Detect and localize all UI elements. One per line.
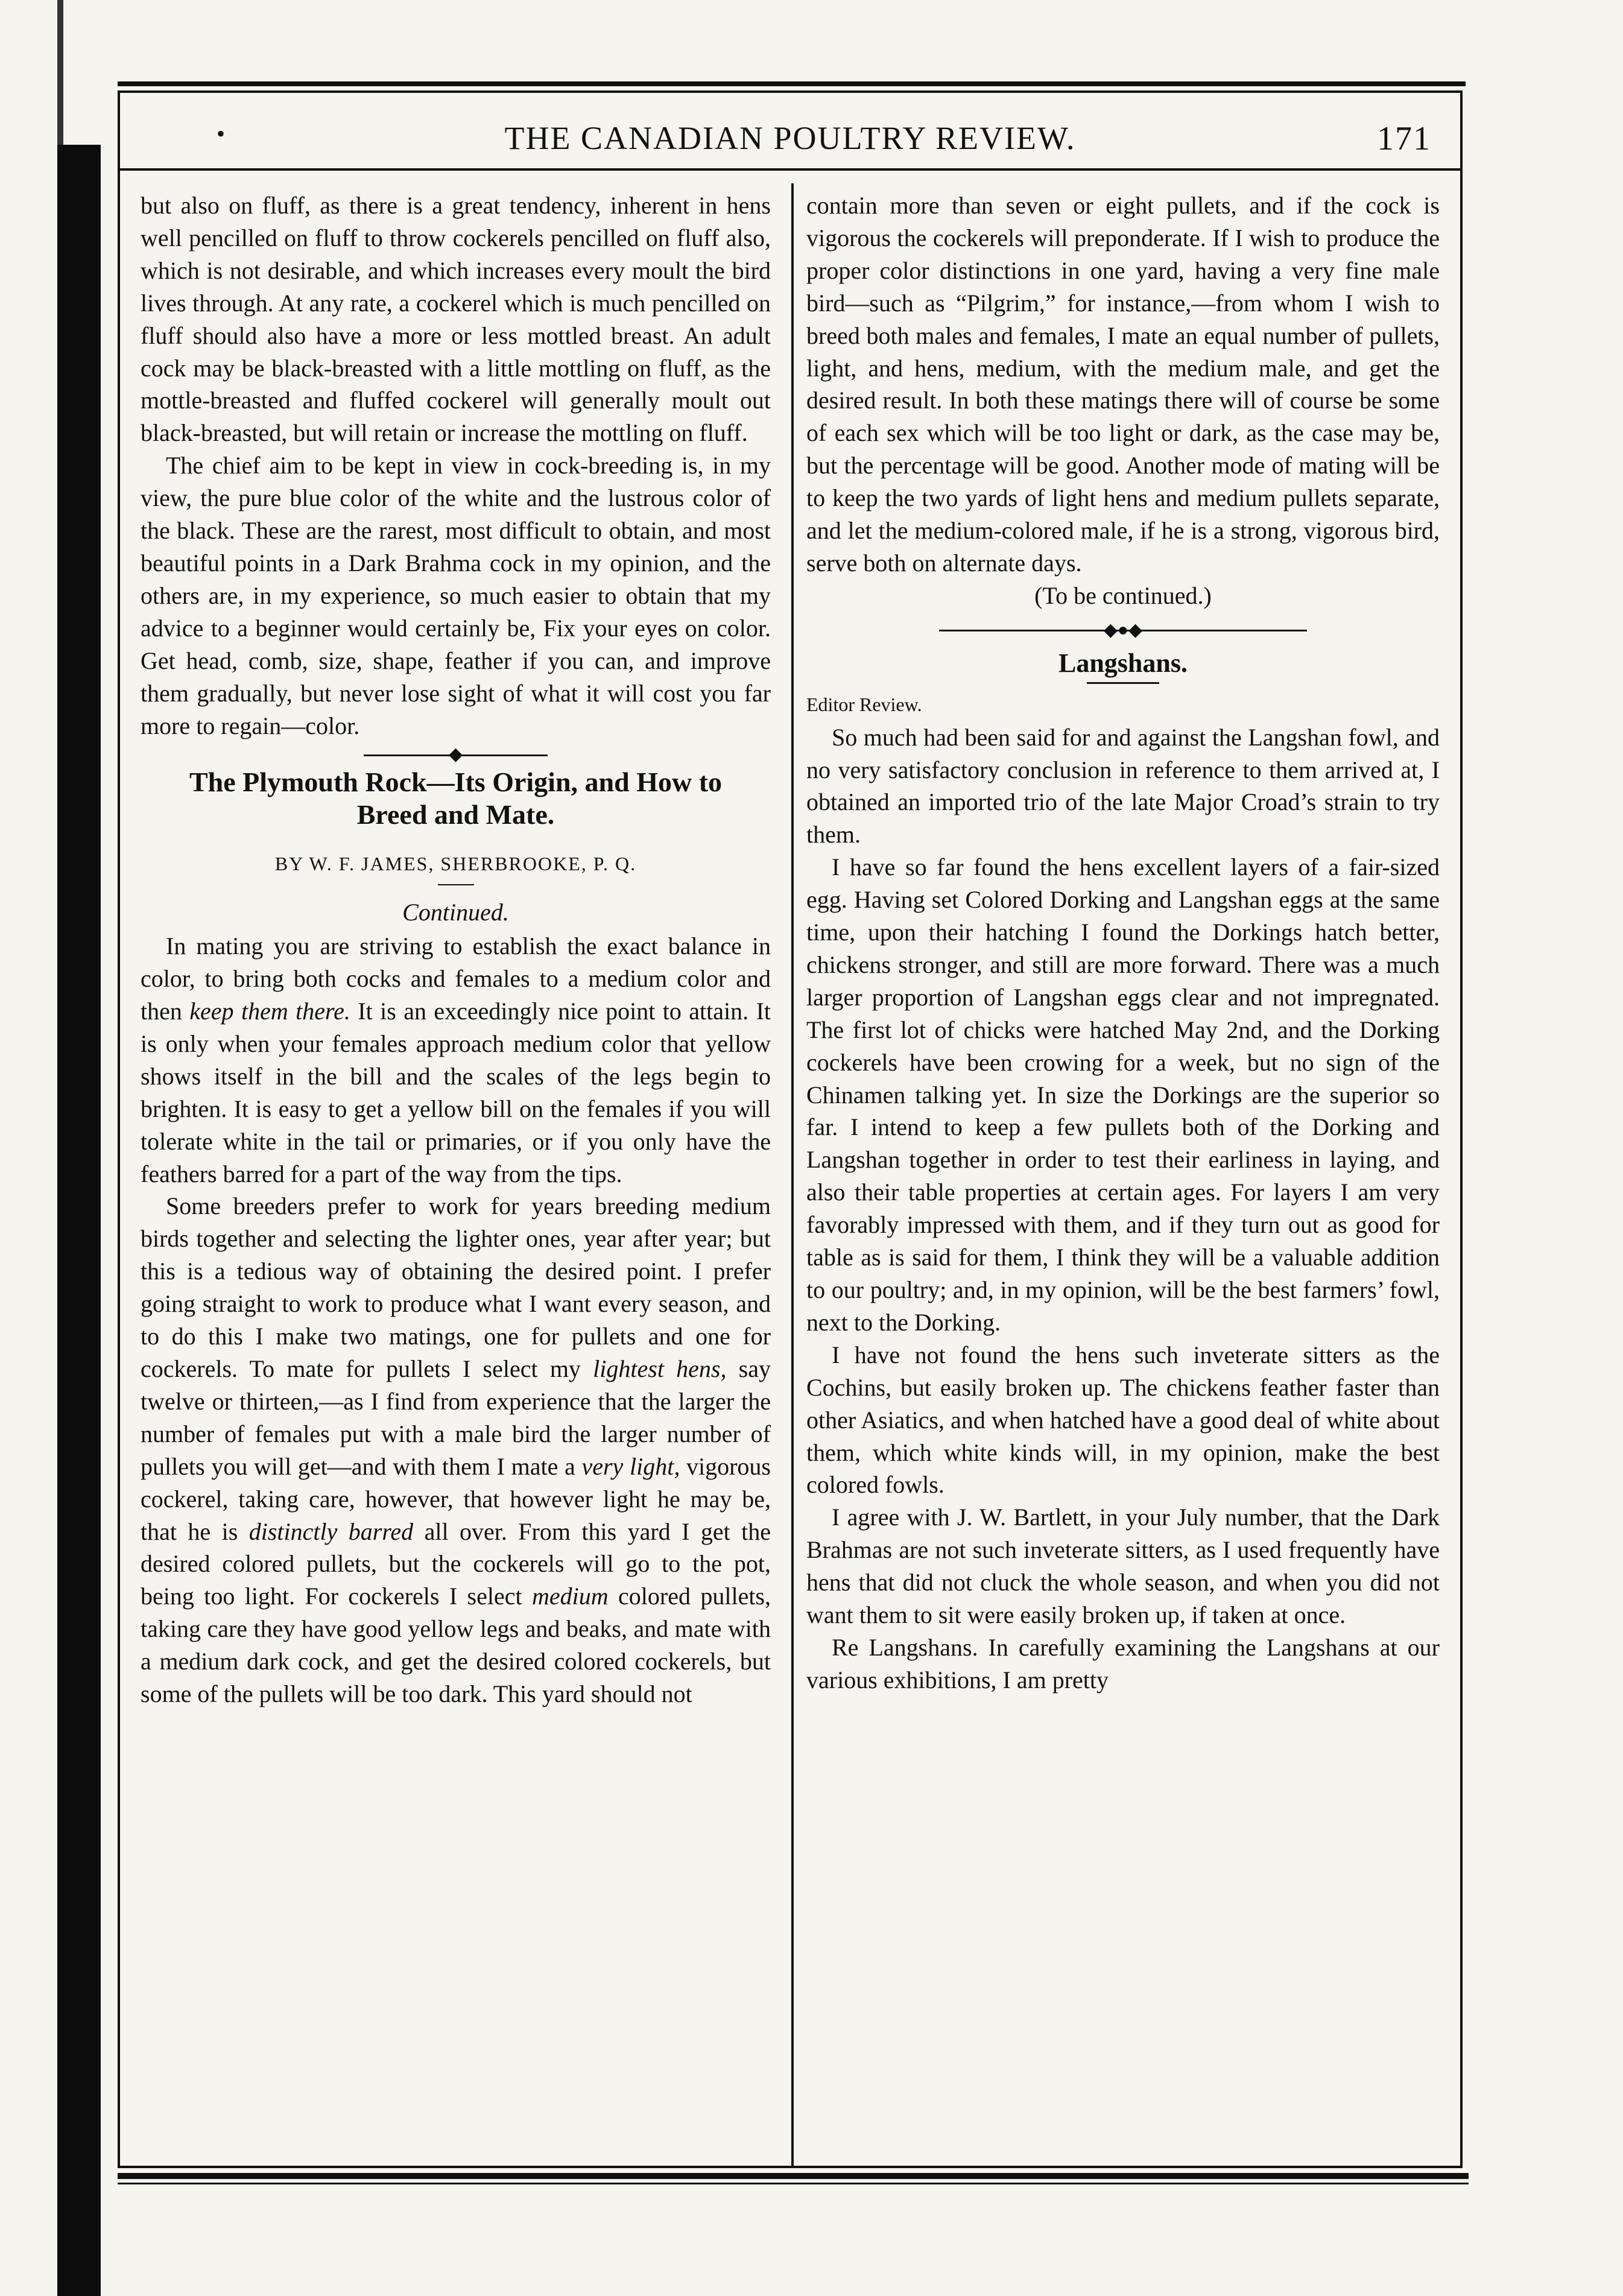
column-divider: [791, 183, 794, 2166]
page-number: 171: [1377, 120, 1431, 157]
left-paragraph-3: In mating you are striving to establish the exact balance in color, to bring both cocks and females to a medium color and then keep them there. It is an exceedingly nice point to attain. It is only when your females approach medium color that yellow shows itself in the bill and the scales of the legs begin to brighten. It is easy to get a yellow bill on the females if you will tolerate white in the tail or primaries, or if you only have the feathers barred for a part of the way from the tips.: [141, 932, 771, 1188]
editor-review-label: Editor Review.: [806, 693, 922, 715]
langshans-title: Langshans.: [1058, 648, 1188, 678]
right-paragraph-2: So much had been said for and against the Langshan fowl, and no very satisfactory conclusion in reference to them arrived at, I obtained an imported trio of the late Major Croad’s strain to try them.: [806, 723, 1440, 849]
right-paragraph-5: I agree with J. W. Bartlett, in your July number, that the Dark Brahmas are not such inveterate sitters, as I used frequently have hens that did not cluck the whole season, and when you did not want them to sit were easily broken up, if taken at once.: [806, 1504, 1440, 1629]
right-paragraph-4: I have not found the hens such inveterate sitters as the Cochins, but easily broken up. The chickens feather faster than other Asiatics, and when hatched have a good deal of white about them, which white kinds will, in my opinion, make the best colored fowls.: [806, 1341, 1440, 1499]
left-column: [141, 189, 771, 1710]
divider-ornament: ◆: [448, 744, 463, 765]
binding-shadow: [57, 145, 101, 2296]
page-frame: [118, 90, 1463, 2168]
to-be-continued: (To be continued.): [1034, 581, 1212, 609]
bottom-rule-thin: [118, 2183, 1469, 2184]
section-divider: [141, 745, 771, 764]
article-byline: BY W. F. JAMES, SHERBROOKE, P. Q.: [274, 853, 637, 875]
left-paragraph-1: but also on fluff, as there is a great tendency, inherent in hens well pencilled on fluff to throw cockerels pencilled on fluff also, which is not desirable, and which increases every moult the bird lives through. At any rate, a cockerel which is much pencilled on fluff should also have a more or less mottled breast. An adult cock may be black-breasted with a little mottling on fluff, as the mottle-breasted and fluffed cockerel will generally moult out black-breasted, but will retain or increase the mottling on fluff.: [141, 192, 771, 447]
section-divider-right: [806, 618, 1440, 642]
right-column: [806, 189, 1440, 1697]
journal-title: THE CANADIAN POULTRY REVIEW.: [504, 120, 1076, 156]
left-paragraph-4: Some breeders prefer to work for years breeding medium birds together and selecting the lighter ones, year after year; but this is a tedious way of obtaining the desired point. I prefer going straight to work to produce what I want every season, and to do this I make two matings, one for pullets and one for cockerels. To mate for pullets I select my lightest hens, say twelve or thirteen,—as I find from experience that the larger the number of females put with a male bird the larger number of pullets you will get—and with them I mate a very light, vigorous cockerel, taking care, however, that however light he may be, that he is distinctly barred all over. From this yard I get the desired colored pullets, but the cockerels will go to the pot, being too light. For cockerels I select medium colored pullets, taking care they have good yellow legs and beaks, and mate with a medium dark cock, and get the desired colored cockerels, but some of the pullets will be too dark. This yard should not: [141, 1192, 771, 1708]
divider-ornament-right: ◆●◆: [1103, 619, 1143, 640]
header-bullet: •: [217, 120, 227, 147]
article-title-line-1: The Plymouth Rock—Its Origin, and How to: [189, 767, 723, 798]
byline-rule: [438, 884, 474, 885]
bottom-rule: [118, 2173, 1469, 2179]
right-paragraph-6: Re Langshans. In carefully examining the Langshans at our various exhibitions, I am pretty: [806, 1633, 1440, 1694]
left-paragraph-2: The chief aim to be kept in view in cock-breeding is, in my view, the pure blue color of the white and the lustrous color of the black. These are the rarest, most difficult to obtain, and most beautiful points in a Dark Brahma cock in my opinion, and the others are, in my experience, so much easier to obtain that my advice to a beginner would certainly be, Fix your eyes on color. Get head, comb, size, shape, feather if you can, and improve them gradually, but never lose sight of what it will cost you far more to regain—color.: [141, 452, 771, 739]
header-rule: [120, 168, 1460, 171]
article-title: [141, 766, 771, 831]
right-paragraph-1: contain more than seven or eight pullets, and if the cock is vigorous the cockerels will preponderate. If I wish to produce the proper color distinctions in one yard, having a very fine male bird—such as “Pilgrim,” for instance,—from whom I wish to breed both males and females, I mate an equal number of pullets, light, and hens, medium, with the medium male, and get the desired result. In both these matings there will of course be some of each sex which will be too light or dark, as the case may be, but the percentage will be good. Another mode of mating will be to keep the two yards of light hens and medium pullets separate, and let the medium-colored male, if he is a strong, vigorous bird, serve both on alternate days.: [806, 192, 1440, 577]
article-title-line-2: Breed and Mate.: [356, 799, 555, 830]
continued-label: Continued.: [402, 899, 509, 926]
binding-edge: [57, 0, 63, 145]
langshans-rule: [1087, 682, 1159, 684]
running-header: [132, 101, 1448, 168]
right-paragraph-3: I have so far found the hens excellent layers of a fair-sized egg. Having set Colored Dorking and Langshan eggs at the same time, upon their hatching I found the Dorkings hatch better, chickens stronger, and still are more forward. There was a much larger proportion of Langshan eggs clear and not impregnated. The first lot of chicks were hatched May 2nd, and the Dorking cockerels have been crowing for a week, but no sign of the Chinamen talking yet. In size the Dorkings are the superior so far. I intend to keep a few pullets both of the Dorking and Langshan together in order to test their earliness in laying, and also their table properties at certain ages. For layers I am very favorably impressed with them, and if they turn out as good for table as is said for them, I think they will be a valuable addition to our poultry; and, in my opinion, will be the best farmers’ fowl, next to the Dorking.: [806, 853, 1440, 1336]
top-rule: [118, 81, 1466, 86]
